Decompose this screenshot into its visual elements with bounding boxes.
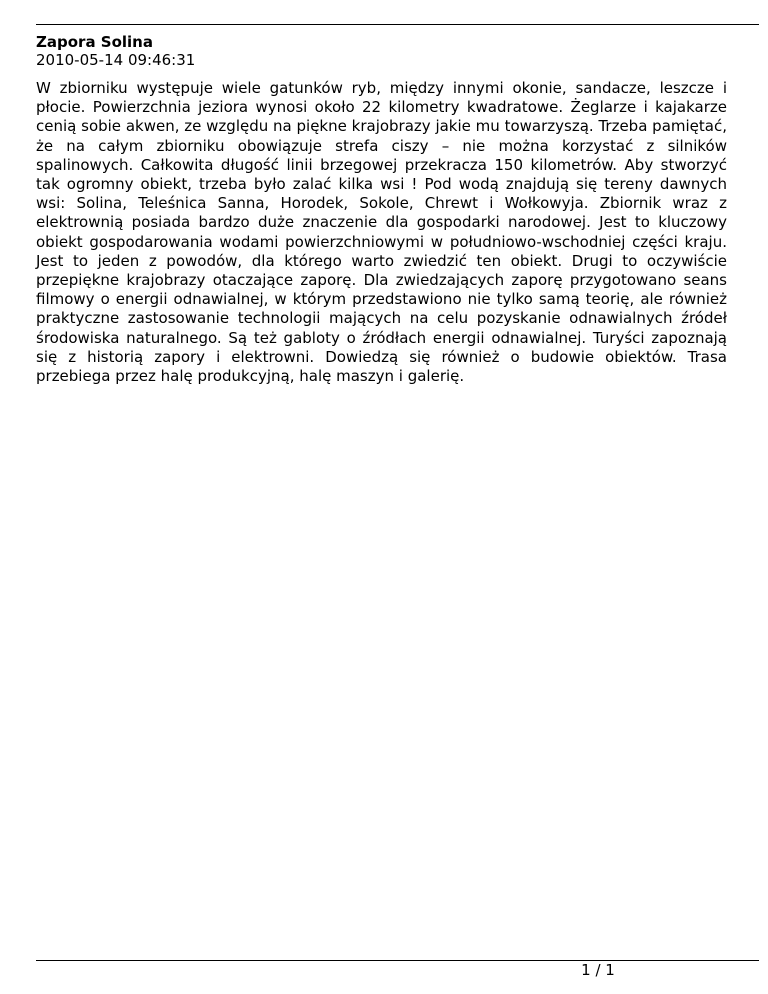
article-body: W zbiorniku występuje wiele gatunków ryb, między innymi okonie, sandacze, leszcze i płocie. Powierzchnia jeziora wynosi około 22 kilometry kwadratowe. Żeglarze i kajakarze cenią sobie akwen, ze względu na piękne krajobrazy jakie mu towarzyszą. Trzeba pamiętać, że na całym zbiorniku obowiązuje strefa ciszy – nie można korzystać z silników spalinowych. Całkowita długość linii brzegowej przekracza 150 kilometrów. Aby stworzyć tak ogromny obiekt, trzeba było zalać kilka wsi ! Pod wodą znajdują się tereny dawnych wsi: Solina, Teleśnica Sanna, Horodek, Sokole, Chrewt i Wołkowyja. Zbiornik wraz z elektrownią posiada bardzo duże znaczenie dla gospodarki narodowej. Jest to kluczowy obiekt gospodarowania wodami powierzchniowymi w południowo-wschodniej części kraju. Jest to jeden z powodów, dla którego warto zwiedzić ten obiekt. Drugi to oczywiście przepiękne krajobrazy otaczające zaporę. Dla zwiedzających zaporę przygotowano seans filmowy o energii odnawialnej, w którym przedstawiono nie tylko samą teorię, ale również praktyczne zastosowanie technologii mających na celu pozyskanie odnawialnych źródeł środowiska naturalnego. Są też gabloty o źródłach energii odnawialnej. Turyści zapoznają się z historią zapory i elektrowni. Dowiedzą się również o budowie obiektów. Trasa przebiega przez halę produkcyjną, halę maszyn i galerię. — [36, 79, 727, 386]
header-divider — [36, 24, 759, 25]
page-number: 1 / 1 — [581, 961, 615, 979]
footer-divider — [36, 960, 759, 961]
article-date: 2010-05-14 09:46:31 — [36, 51, 196, 69]
article-title: Zapora Solina — [36, 33, 153, 51]
